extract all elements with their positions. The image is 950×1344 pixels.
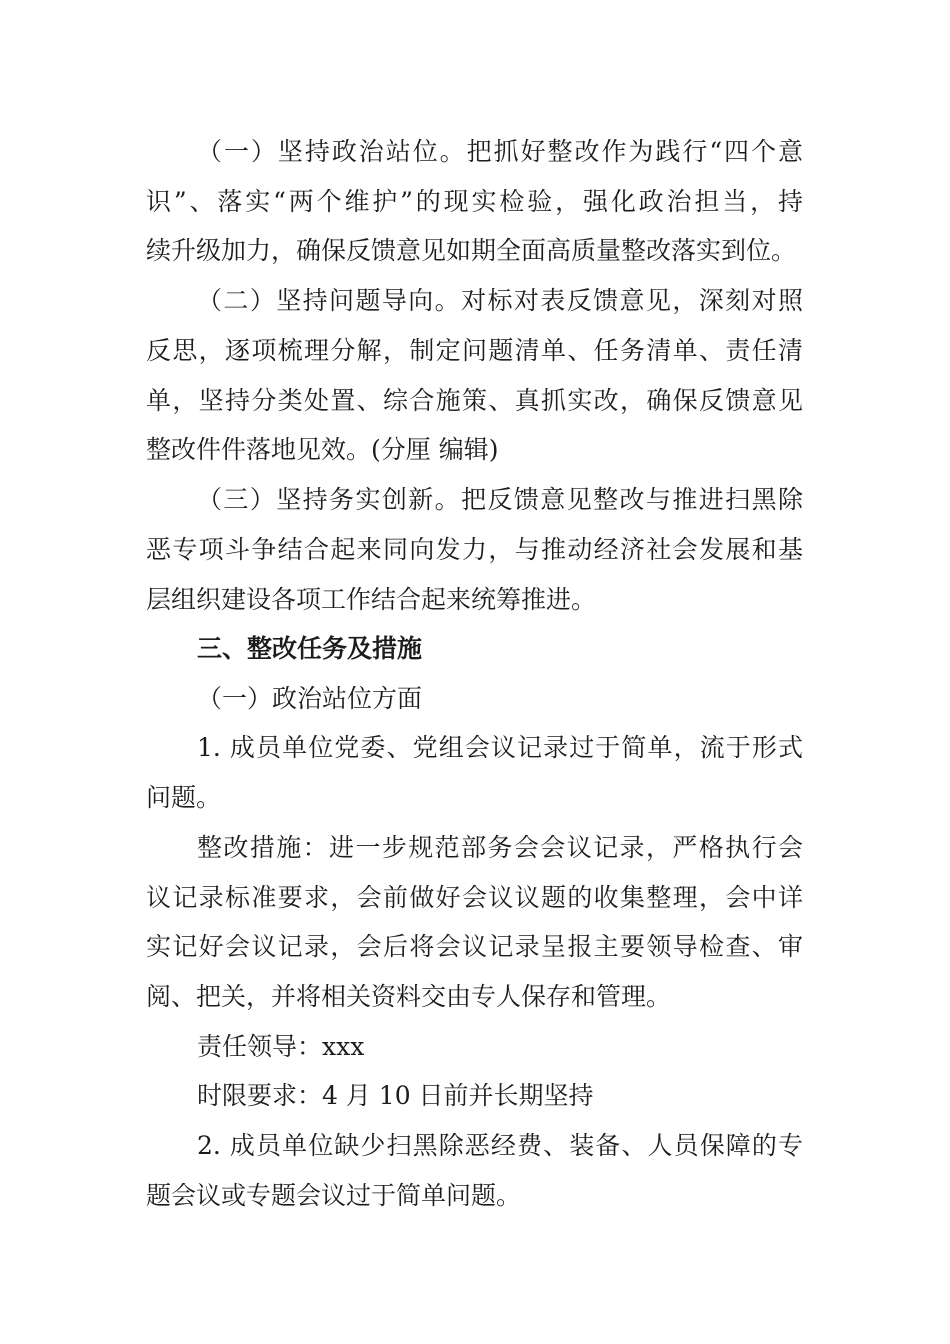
paragraph-line: 单，坚持分类处置、综合施策、真抓实改，确保反馈意见: [146, 386, 803, 415]
paragraph-line: 恶专项斗争结合起来同向发力，与推动经济社会发展和基: [146, 535, 803, 564]
paragraph-line: 层组织建设各项工作结合起来统筹推进。: [146, 585, 597, 614]
list-item-line: 题会议或专题会议过于简单问题。: [146, 1181, 522, 1210]
paragraph-line: （一）坚持政治站位。把抓好整改作为践行“四个意: [197, 137, 803, 166]
paragraph-line: 识”、落实“两个维护”的现实检验，强化政治担当，持: [146, 187, 803, 216]
deadline: 时限要求：4 月 10 日前并长期坚持: [197, 1081, 594, 1110]
measure-line: 议记录标准要求，会前做好会议议题的收集整理，会中详: [146, 883, 803, 912]
list-item-line: 2. 成员单位缺少扫黑除恶经费、装备、人员保障的专: [197, 1131, 803, 1160]
measure-line: 实记好会议记录，会后将会议记录呈报主要领导检查、审: [146, 932, 803, 961]
list-item-line: 问题。: [146, 783, 222, 812]
subsection-heading: （一）政治站位方面: [197, 684, 423, 713]
responsible-leader: 责任领导：xxx: [197, 1032, 365, 1061]
paragraph-line: （二）坚持问题导向。对标对表反馈意见，深刻对照: [197, 286, 803, 315]
list-item-line: 1. 成员单位党委、党组会议记录过于简单，流于形式: [197, 733, 803, 762]
section-heading: 三、整改任务及措施: [197, 634, 423, 663]
measure-line: 整改措施：进一步规范部务会会议记录，严格执行会: [197, 833, 803, 862]
paragraph-line: 反思，逐项梳理分解，制定问题清单、任务清单、责任清: [146, 336, 803, 365]
measure-line: 阅、把关，并将相关资料交由专人保存和管理。: [146, 982, 672, 1011]
paragraph-line: （三）坚持务实创新。把反馈意见整改与推进扫黑除: [197, 485, 803, 514]
paragraph-line: 整改件件落地见效。(分厘 编辑): [146, 435, 499, 464]
paragraph-line: 续升级加力，确保反馈意见如期全面高质量整改落实到位。: [146, 236, 797, 265]
